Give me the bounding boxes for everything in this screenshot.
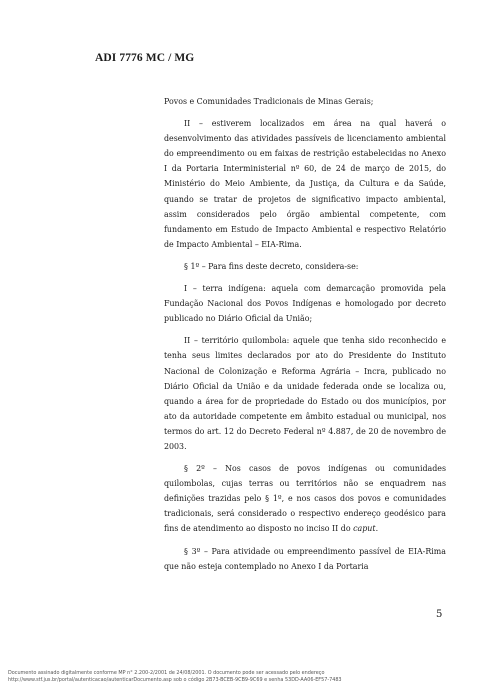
paragraph-continuation: Povos e Comunidades Tradicionais de Minas Gerais;: [164, 97, 374, 106]
paragraph-inciso-i-terra-indigena: I – terra indígena: aquela com demarcação promovida pela Fundação Nacional dos Povos Indígenas e homologado por decreto publicado no Diário Oficial da União;: [164, 284, 446, 324]
page-number: 5: [436, 609, 443, 620]
footer-line-1: Documento assinado digitalmente conforme MP n° 2.200-2/2001 de 24/08/2001. O documento pode ser acessado pelo endereço: [8, 670, 325, 676]
paragraph-section-1: § 1º – Para fins deste decreto, considera-se:: [184, 261, 359, 271]
document-header-title: ADI 7776 MC / MG: [95, 52, 195, 64]
paragraph-section-2: [164, 461, 446, 536]
caput-term: caput: [353, 524, 376, 534]
digital-signature-footer: [8, 670, 488, 684]
paragraph-section-3: § 3º – Para atividade ou empreendimento passível de EIA-Rima que não esteja contemplado no Anexo I da Portaria: [164, 546, 446, 571]
paragraph-inciso-ii: II – estiverem localizados em área na qual haverá o desenvolvimento das atividades passíveis de licenciamento ambiental do empreendimento ou em faixas de restrição estabelecidas no Anexo I da Portaria Interministerial nº 60, de 24 de março de 2015, do Ministério do Meio Ambiente, da Justiça, da Cultura e da Saúde, quando se tratar de projetos de significativo impacto ambiental, assim considerados pelo órgão ambiental competente, com fundamento em Estudo de Impacto Ambiental e respectivo Relatório de Impacto Ambiental – EIA-Rima.: [164, 119, 446, 249]
footer-line-2: http://www.stf.jus.br/portal/autenticacao/autenticarDocumento.asp sob o código 2B73-BCEB-9CB9-9C69 e senha 53DD-AA06-EF57-7483: [8, 677, 342, 683]
document-body: [164, 94, 446, 581]
paragraph-section-2-end: .: [375, 524, 379, 534]
paragraph-inciso-ii-territorio-quilombola: II – território quilombola: aquele que tenha sido reconhecido e tenha seus limites declarados por ato do Presidente do Instituto Nacional de Colonização e Reforma Agrária – Incra, publicado no Diário Oficial da União e da unidade federada onde se localiza ou, quando a área for de propriedade do Estado ou dos municípios, por ato da autoridade competente em âmbito estadual ou municipal, nos termos do art. 12 do Decreto Federal nº 4.887, de 20 de novembro de 2003.: [164, 336, 446, 451]
paragraph-section-2-text: § 2º – Nos casos de povos indígenas ou comunidades quilombolas, cujas terras ou territórios não se enquadrem nas definições trazidas pelo § 1º, e nos casos dos povos e comunidades tradicionais, será considerado o respectivo endereço geodésico para fins de atendimento ao disposto no inciso II do: [164, 464, 446, 534]
